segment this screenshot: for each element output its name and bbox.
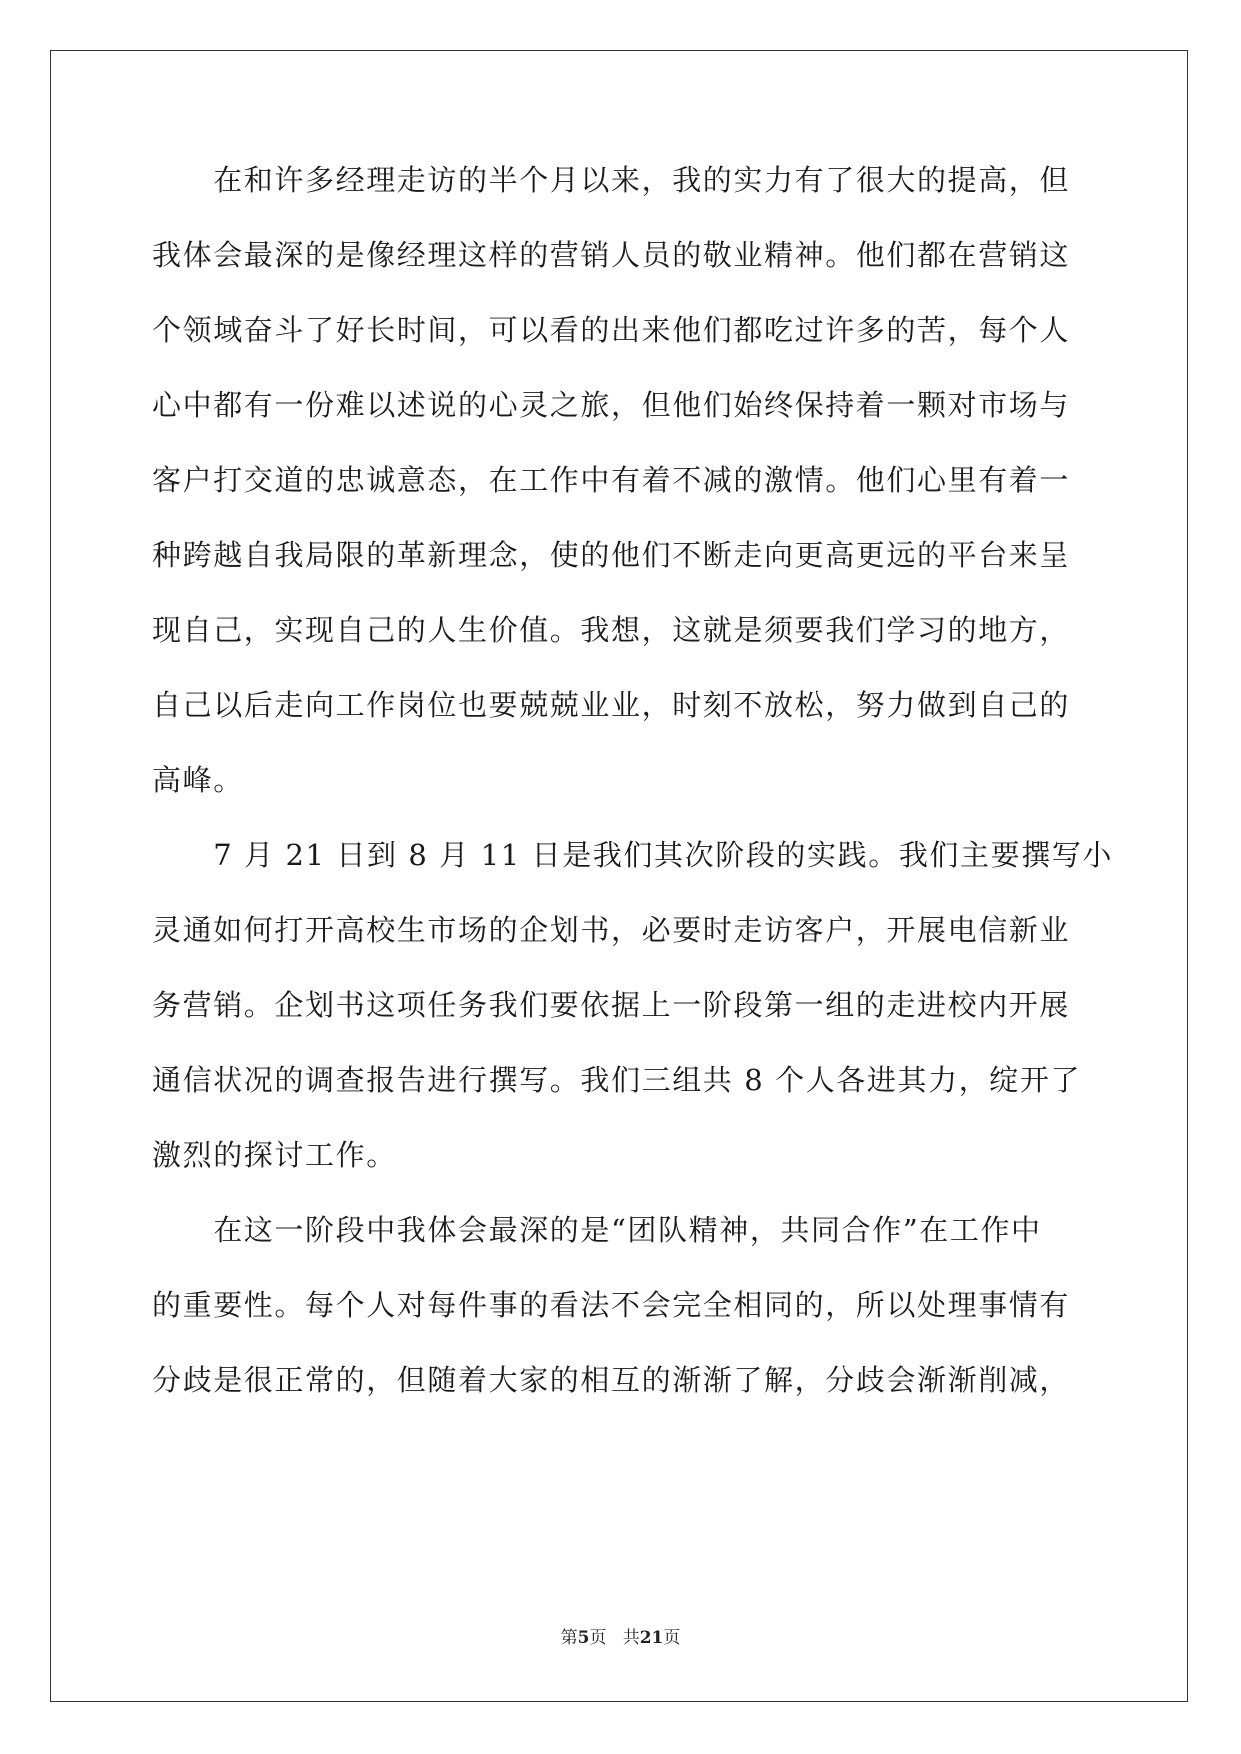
text-line: 7 月 21 日到 8 月 11 日是我们其次阶段的实践。我们主要撰写小 bbox=[152, 838, 1114, 872]
text-line: 高峰。 bbox=[152, 763, 244, 797]
text-line: 灵通如何打开高校生市场的企划书，必要时走访客户，开展电信新业 bbox=[152, 913, 1071, 947]
text-line: 客户打交道的忠诚意态，在工作中有着不减的激情。他们心里有着一 bbox=[152, 463, 1071, 497]
text-line: 务营销。企划书这项任务我们要依据上一阶段第一组的走进校内开展 bbox=[152, 988, 1071, 1022]
text-line: 现自己，实现自己的人生价值。我想，这就是须要我们学习的地方， bbox=[152, 613, 1071, 647]
text-line: 的重要性。每个人对每件事的看法不会完全相同的，所以处理事情有 bbox=[152, 1288, 1071, 1322]
total-label-prefix: 共 bbox=[622, 1628, 640, 1648]
total-pages: 21 bbox=[639, 1628, 664, 1648]
text-line: 个领域奋斗了好长时间，可以看的出来他们都吃过许多的苦，每个人 bbox=[152, 313, 1071, 347]
text-line: 激烈的探讨工作。 bbox=[152, 1138, 397, 1172]
page-label-prefix: 第 bbox=[560, 1628, 578, 1648]
text-line: 在这一阶段中我体会最深的是“团队精神，共同合作”在工作中 bbox=[152, 1213, 1042, 1247]
page-number: 5 bbox=[577, 1628, 590, 1648]
text-line: 在和许多经理走访的半个月以来，我的实力有了很大的提高，但 bbox=[152, 163, 1071, 197]
total-label-suffix: 页 bbox=[663, 1628, 681, 1648]
page-footer bbox=[0, 1626, 1241, 1650]
text-line: 种跨越自我局限的革新理念，使的他们不断走向更高更远的平台来呈 bbox=[152, 538, 1071, 572]
page-label-suffix: 页 bbox=[589, 1628, 607, 1648]
text-line: 心中都有一份难以述说的心灵之旅，但他们始终保持着一颗对市场与 bbox=[152, 388, 1071, 422]
text-line: 分歧是很正常的，但随着大家的相互的渐渐了解，分歧会渐渐削减， bbox=[152, 1363, 1071, 1397]
page-border bbox=[50, 50, 1188, 1702]
text-line: 我体会最深的是像经理这样的营销人员的敬业精神。他们都在营销这 bbox=[152, 238, 1071, 272]
text-line: 通信状况的调查报告进行撰写。我们三组共 8 个人各进其力，绽开了 bbox=[152, 1063, 1082, 1097]
text-line: 自己以后走向工作岗位也要兢兢业业，时刻不放松，努力做到自己的 bbox=[152, 688, 1071, 722]
